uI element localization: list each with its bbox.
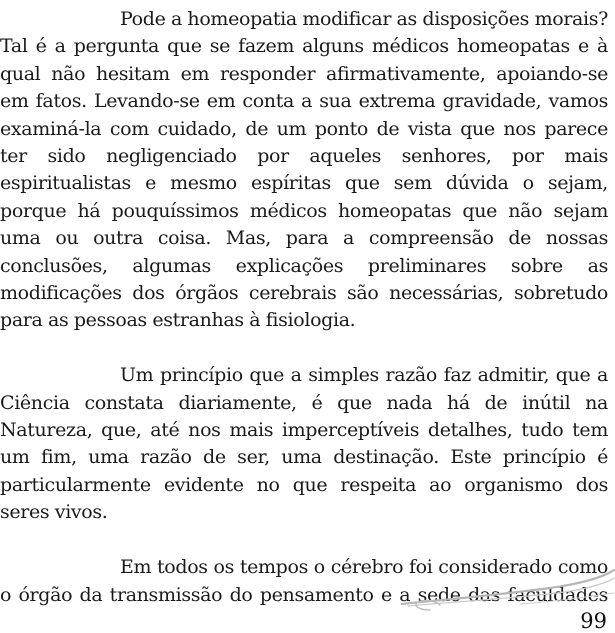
paragraph-3: Em todos os tempos o cérebro foi considerado como o órgão da transmissão do pensamento e a sede das faculdades (0, 556, 608, 606)
paragraph-1: Pode a homeopatia modificar as disposições morais? Tal é a pergunta que se fazem alguns médicos homeopatas e à qual não hesitam em responder afirmativamente, apoiando-se em fatos. Levando-se em conta a sua extrema gravidade, vamos examiná-la com cuidado, de um ponto de vista que nos parece ter sido negligenciado por aqueles senhores, por mais espiritualistas e mesmo espíritas que sem dúvida o sejam, porque há pouquíssimos médicos homeopatas que não sejam uma ou outra coisa. Mas, para a compreensão de nossas conclusões, algumas explicações preliminares sobre as modificações dos órgãos cerebrais são necessárias, sobretudo para as pessoas estranhas à fisiologia. (0, 8, 608, 332)
page-number: 99 (580, 609, 607, 633)
body-text (0, 6, 608, 609)
paragraph-2: Um princípio que a simples razão faz admitir, que a Ciência constata diariamente, é que nada há de inútil na Natureza, que, até nos mais imperceptíveis detalhes, tudo tem um fim, uma razão de ser, uma destinação. Este princípio é particularmente evidente no que respeita ao organismo dos seres vivos. (0, 364, 608, 524)
